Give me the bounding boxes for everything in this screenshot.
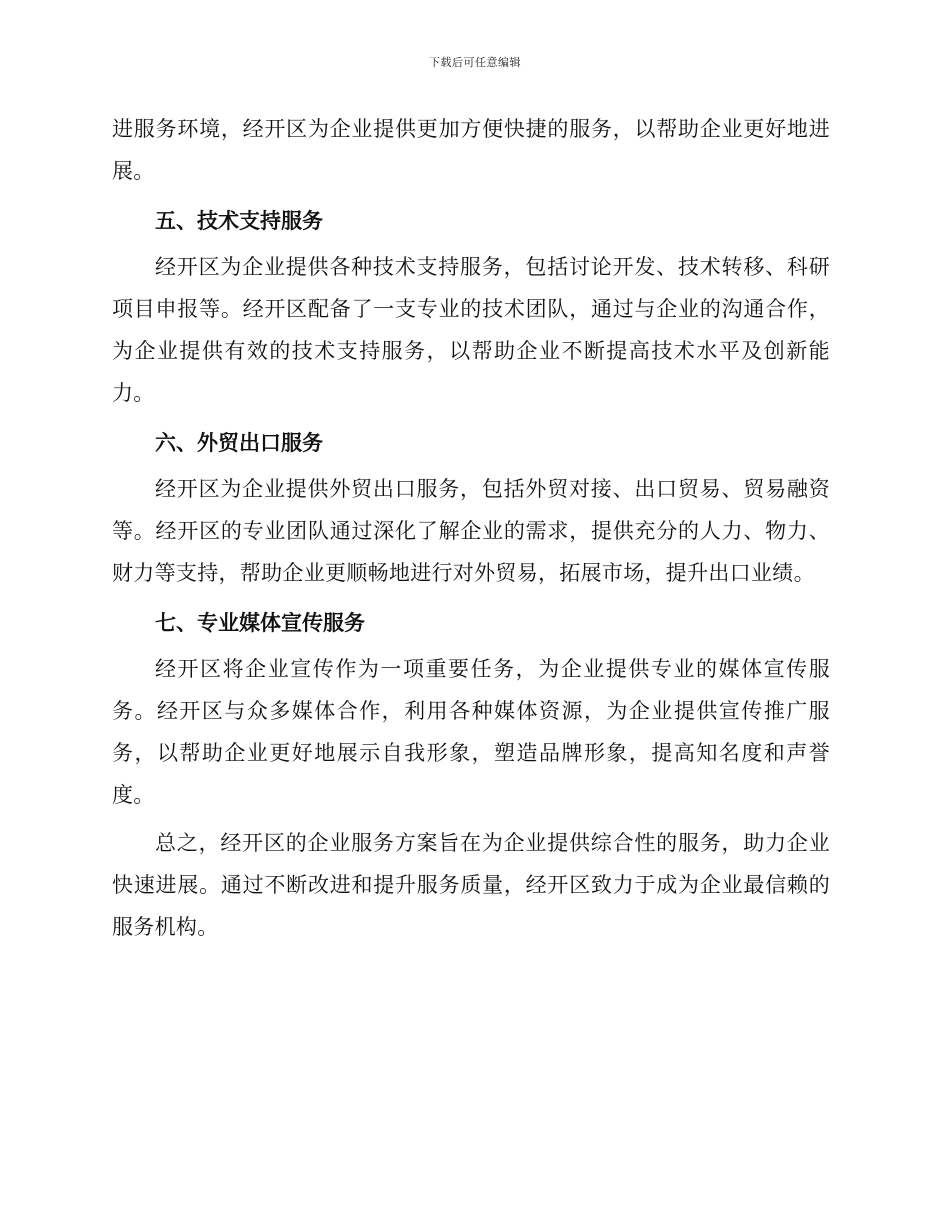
section-7-heading: 七、专业媒体宣传服务 bbox=[155, 611, 365, 635]
header-note: 下载后可任意编辑 bbox=[429, 56, 521, 69]
section-5-paragraph: 经开区为企业提供各种技术支持服务，包括讨论开发、技术转移、科研项目申报等。经开区配备了一支专业的技术团队，通过与企业的沟通合作，为企业提供有效的技术支持服务，以帮助企业不断提高技术水平及创新能力。 bbox=[112, 255, 830, 405]
intro-tail-paragraph: 进服务环境，经开区为企业提供更加方便快捷的服务，以帮助企业更好地进展。 bbox=[112, 117, 830, 183]
document-content bbox=[112, 108, 830, 948]
section-7-paragraph: 经开区将企业宣传作为一项重要任务，为企业提供专业的媒体宣传服务。经开区与众多媒体合作，利用各种媒体资源，为企业提供宣传推广服务，以帮助企业更好地展示自我形象，塑造品牌形象，提高知名度和声誉度。 bbox=[112, 657, 830, 807]
section-6-heading: 六、外贸出口服务 bbox=[155, 431, 323, 455]
section-5-heading: 五、技术支持服务 bbox=[155, 209, 323, 233]
conclusion-paragraph: 总之，经开区的企业服务方案旨在为企业提供综合性的服务，助力企业快速进展。通过不断改进和提升服务质量，经开区致力于成为企业最信赖的服务机构。 bbox=[112, 831, 830, 939]
section-6-paragraph: 经开区为企业提供外贸出口服务，包括外贸对接、出口贸易、贸易融资等。经开区的专业团队通过深化了解企业的需求，提供充分的人力、物力、财力等支持，帮助企业更顺畅地进行对外贸易，拓展市场，提升出口业绩。 bbox=[112, 477, 830, 585]
